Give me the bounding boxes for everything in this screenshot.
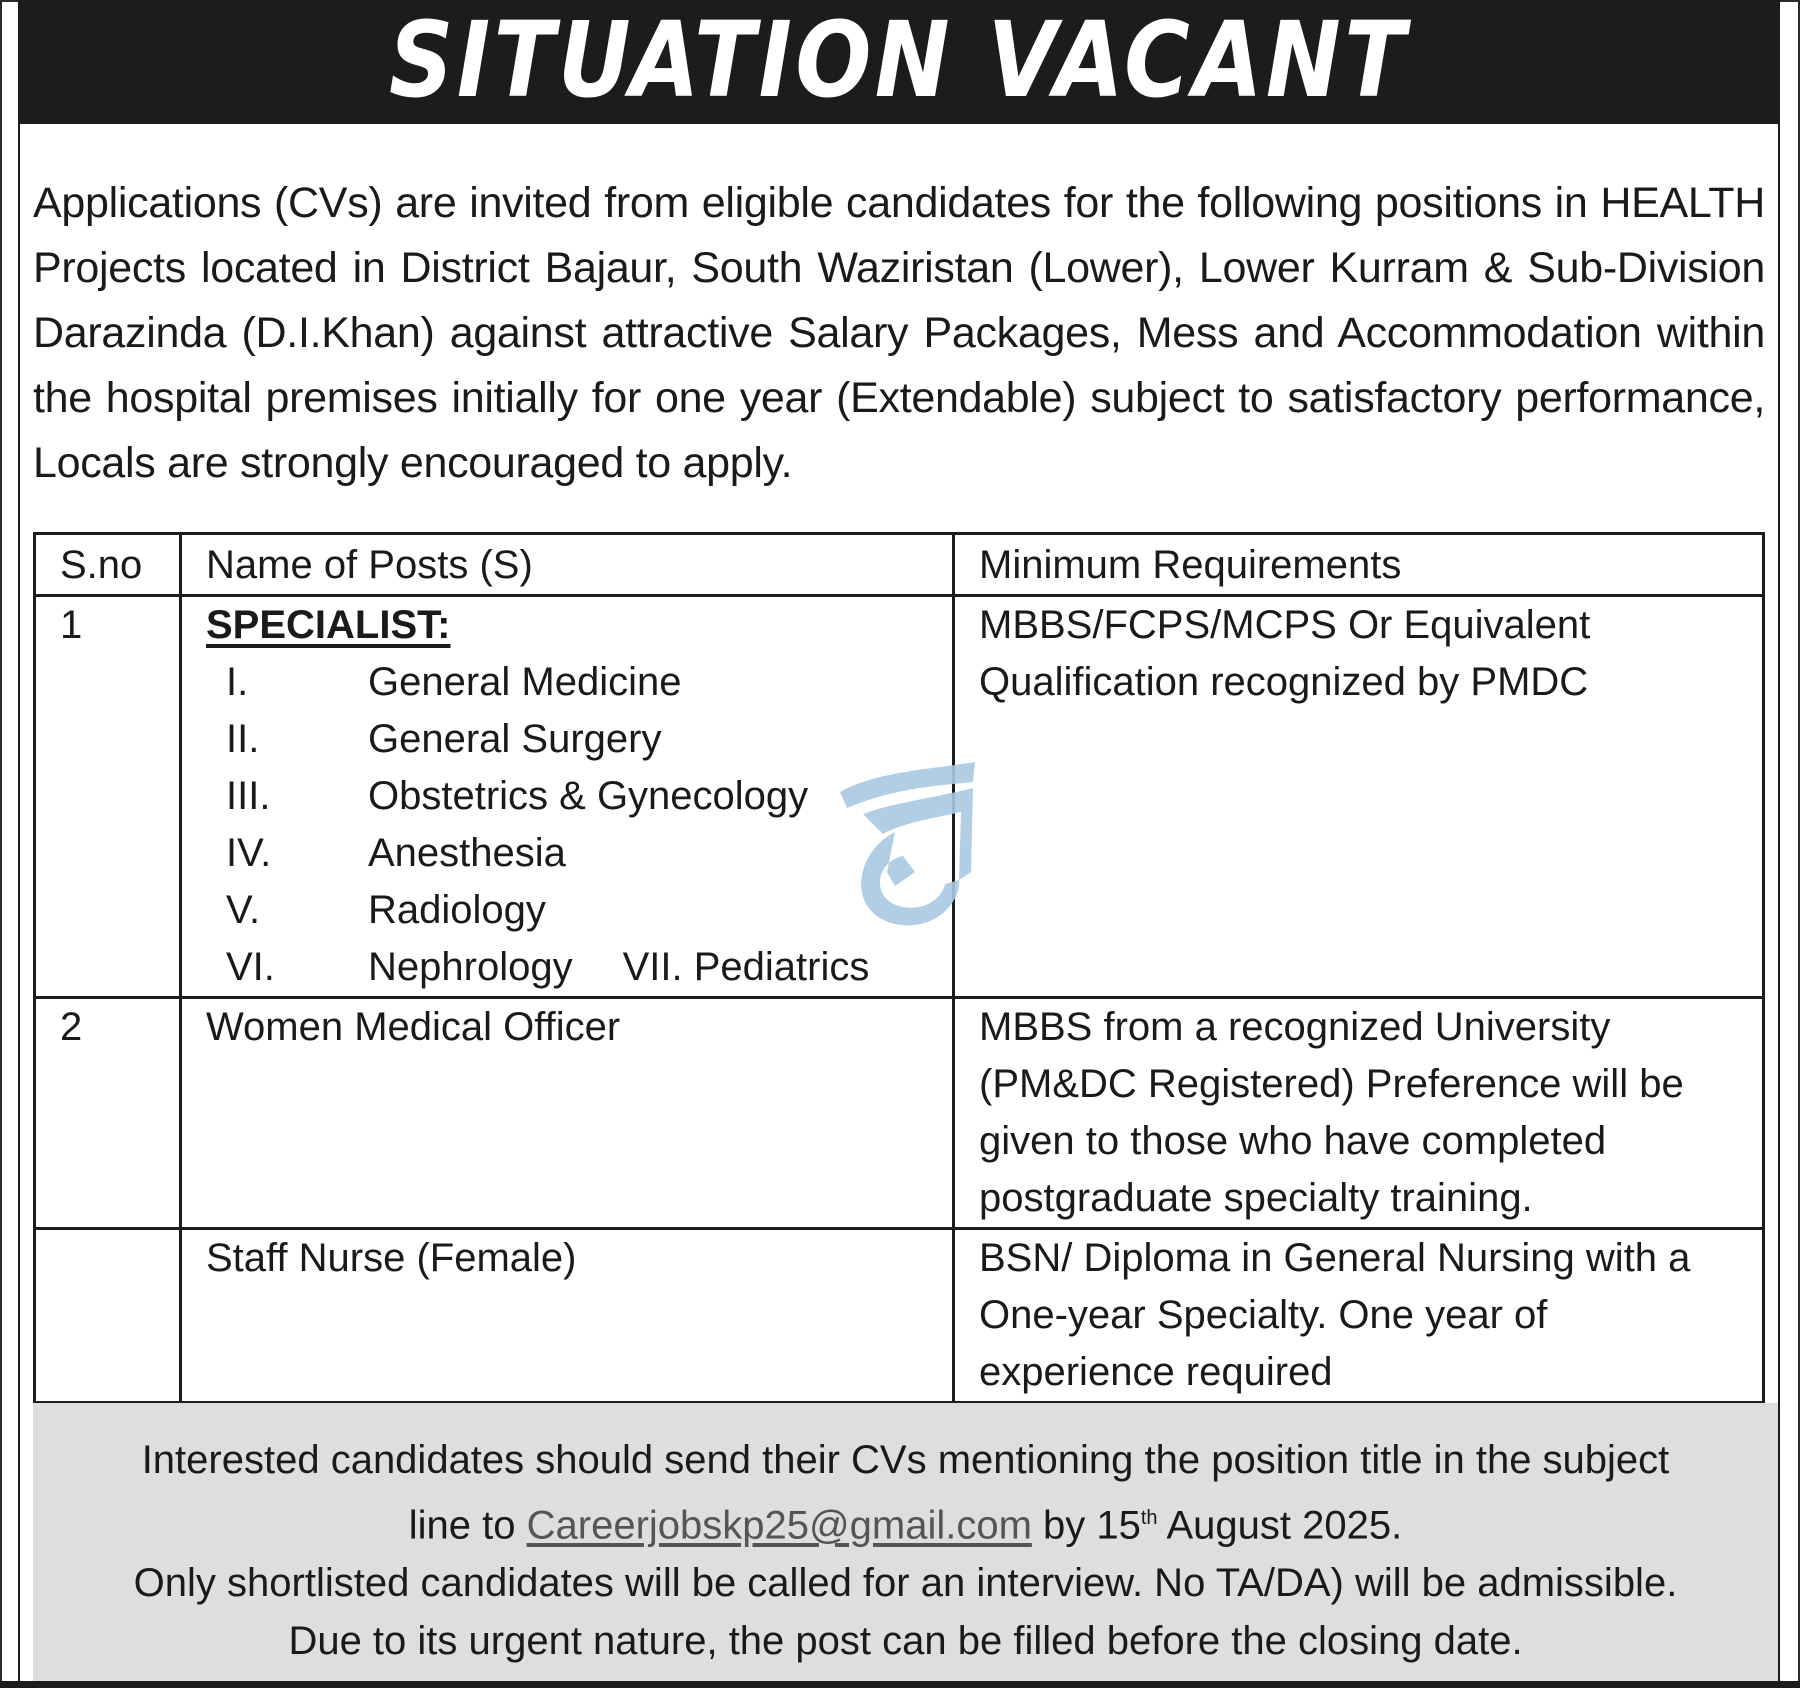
instructions-line-1: Interested candidates should send their CVs mentioning the position title in the subject	[141, 1438, 1670, 1482]
specialty-name: Nephrology	[368, 945, 573, 989]
requirements-cell: BSN/ Diploma in General Nursing with a One-year Specialty. One year of experience required	[954, 1229, 1764, 1403]
date-ordinal-suffix: th	[1140, 1507, 1158, 1529]
list-item	[206, 711, 928, 768]
roman-numeral: V.	[226, 888, 261, 932]
sno-cell: 1	[35, 596, 181, 998]
specialty-name: Anesthesia	[368, 831, 566, 875]
column-header-sno: S.no	[35, 534, 181, 596]
positions-table	[33, 532, 1765, 1404]
instructions-line-3: Only shortlisted candidates will be called for an interview. No TA/DA) will be admissible.	[133, 1561, 1678, 1606]
deadline-day: by 15	[1031, 1503, 1141, 1548]
roman-numeral: I.	[226, 660, 249, 704]
specialty-name: Obstetrics & Gynecology	[368, 774, 809, 818]
post-cell: Women Medical Officer	[181, 998, 954, 1229]
roman-numeral: VI.	[226, 945, 275, 989]
roman-numeral: II.	[226, 717, 260, 761]
sno-cell: 2	[35, 998, 181, 1229]
application-instructions	[33, 1403, 1778, 1681]
sno-cell	[35, 1229, 181, 1403]
specialty-name: Radiology	[368, 888, 546, 932]
line2-prefix: line to	[408, 1503, 527, 1548]
list-item	[206, 825, 928, 882]
specialty-name-extra: VII. Pediatrics	[622, 945, 870, 989]
specialty-name: General Medicine	[368, 660, 682, 704]
specialist-heading: SPECIALIST:	[206, 603, 451, 647]
specialist-list	[206, 654, 928, 996]
requirements-cell: MBBS/FCPS/MCPS Or Equivalent Qualification recognized by PMDC	[954, 596, 1764, 998]
deadline-month-year: August 2025.	[1157, 1503, 1403, 1548]
bottom-border-rule	[0, 1681, 1800, 1688]
table-header-row	[35, 534, 1764, 596]
list-item	[206, 939, 928, 996]
list-item	[206, 768, 928, 825]
intro-paragraph: Applications (CVs) are invited from eligible candidates for the following positions in HEALTH Projects located in District Bajaur, South Waziristan (Lower), Lower Kurram & Sub-Division Darazinda (D.I.Khan) against attractive Salary Packages, Mess and Accommodation within the hospital premises initially for one year (Extendable) subject to satisfactory performance, Locals are strongly encouraged to apply.	[33, 179, 1765, 487]
roman-numeral: III.	[226, 774, 271, 818]
column-header-post: Name of Posts (S)	[181, 534, 954, 596]
table-row	[35, 1229, 1764, 1403]
specialty-name: General Surgery	[368, 717, 662, 761]
table-row	[35, 998, 1764, 1229]
instructions-line-4: Due to its urgent nature, the post can be filled before the closing date.	[288, 1619, 1523, 1664]
instructions-line-2	[33, 1489, 1778, 1554]
table-row	[35, 596, 1764, 998]
left-border-rule	[18, 0, 20, 1688]
roman-numeral: IV.	[226, 831, 272, 875]
list-item	[206, 882, 928, 939]
title-banner	[20, 0, 1778, 124]
post-cell	[181, 596, 954, 998]
post-cell: Staff Nurse (Female)	[181, 1229, 954, 1403]
right-border-rule	[1778, 0, 1780, 1688]
email-link[interactable]: Careerjobskp25@gmail.com	[526, 1503, 1032, 1548]
requirements-cell: MBBS from a recognized University (PM&DC Registered) Preference will be given to those who have completed postgraduate specialty training.	[954, 998, 1764, 1229]
list-item	[206, 654, 928, 711]
column-header-requirements: Minimum Requirements	[954, 534, 1764, 596]
page-title: SITUATION VACANT	[389, 0, 1409, 121]
